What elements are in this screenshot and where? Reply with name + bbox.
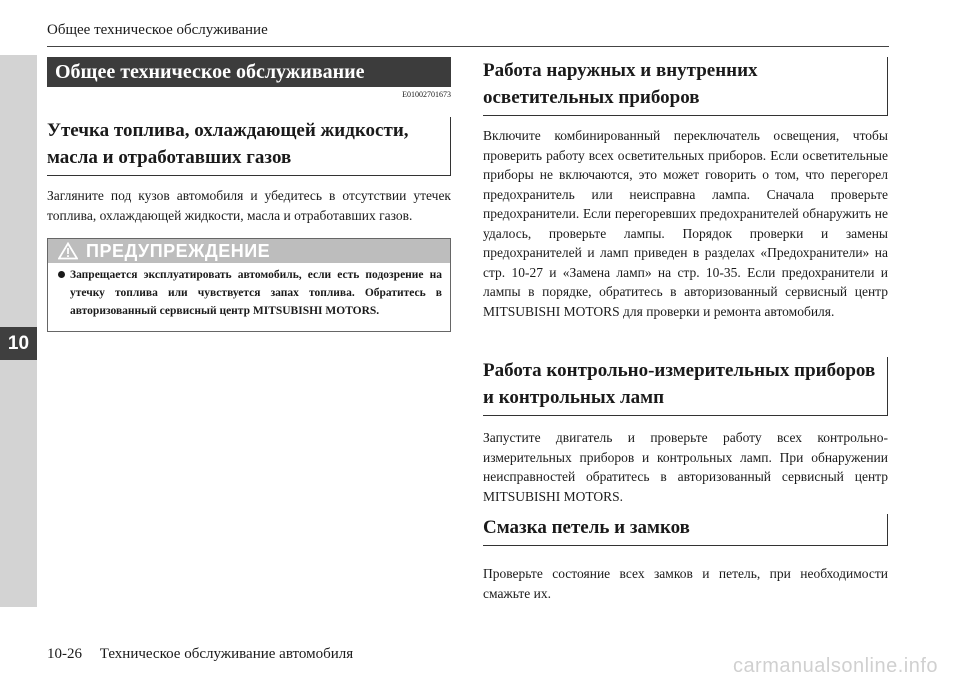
warning-text: Запрещается эксплуатировать автомобиль, если есть подозрение на утечку топлива или чувствуется запах топлива. Обратитесь в авторизованный сервисный центр MITSUBISHI MOTORS. [70,269,442,317]
leak-body: Загляните под кузов автомобиля и убедитесь в отсутствии утечек топлива, охлаждающей жидкости, масла и отработавших газов. [47,188,451,223]
gauges-body: Запустите двигатель и проверьте работу всех контрольно-измерительных приборов и контрольных ламп. При обнаружении неисправностей обратитесь в авторизованный сервисный центр MITSUBISHI MOTORS. [483,430,888,504]
leak-heading-line1: Утечка топлива, охлаждающей жидкости, [47,120,409,141]
section-title: Общее техническое обслуживание [47,57,451,87]
warning-box [47,238,451,332]
gauges-heading [483,357,888,416]
warning-triangle-icon [58,242,78,260]
gauges-heading-line2: и контрольных ламп [483,387,665,408]
lights-heading-line1: Работа наружных и внутренних [483,60,758,81]
lights-body: Включите комбинированный переключатель освещения, чтобы проверить работу всех осветительных приборов. Если осветительные приборы не включаются, это может говорить о том, что перегорел предохранитель или неисправна лампа. Сначала проверьте предохранители. Если перегоревших предохранителей обнаружить не удалось, проверьте лампы. Порядок проверки и замены предохранителей и ламп приведен в разделах «Предохранители» на стр. 10-27 и «Замена ламп» на стр. 10-35. Если предохранители и лампы в порядке, обратитесь в авторизованный сервисный центр MITSUBISHI MOTORS для проверки и ремонта автомобиля. [483,128,888,319]
lube-body: Проверьте состояние всех замков и петель, при необходимости смажьте их. [483,566,888,601]
lights-heading-line2: осветительных приборов [483,87,700,108]
gauges-heading-line1: Работа контрольно-измерительных приборов [483,360,876,381]
page-footer [47,646,353,663]
document-code: E01002701673 [402,90,451,99]
warning-label: ПРЕДУПРЕЖДЕНИЕ [86,240,271,261]
warning-header [48,239,450,263]
running-header: Общее техническое обслуживание [47,22,268,38]
lube-heading: Смазка петель и замков [483,514,888,546]
warning-body [48,263,450,320]
header-rule [47,46,889,47]
lights-heading [483,57,888,116]
leak-heading [47,117,451,176]
watermark-text: carmanualsonline.info [732,655,938,677]
bullet-icon [58,271,65,278]
footer-title: Техническое обслуживание автомобиля [99,646,354,662]
page-number: 10-26 [47,646,82,662]
chapter-tab: 10 [0,327,37,360]
leak-heading-line2: масла и отработавших газов [47,147,292,168]
